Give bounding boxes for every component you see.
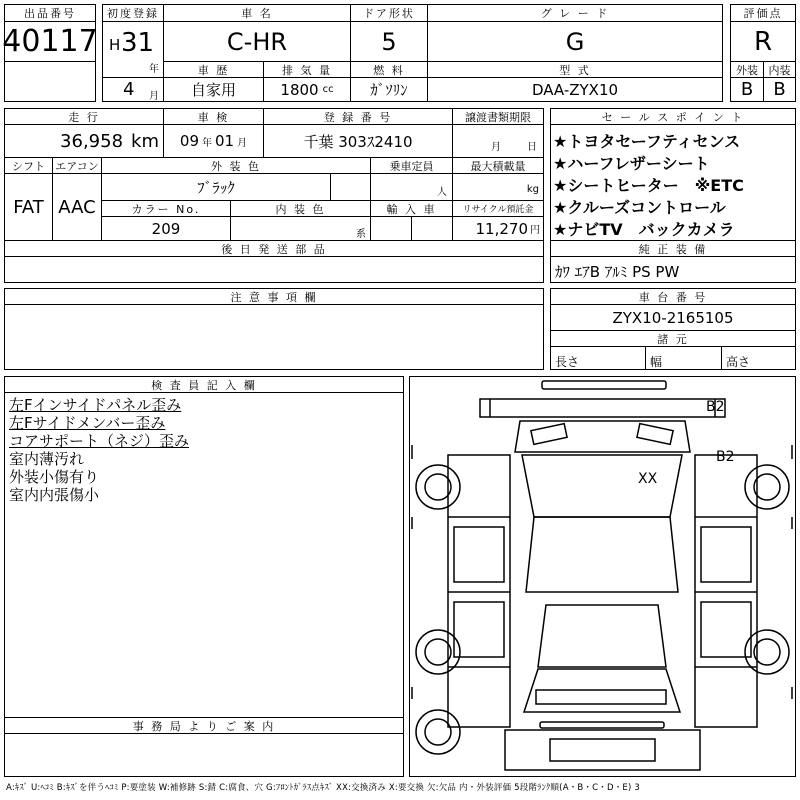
transfer: 月 日 — [452, 124, 544, 158]
inspector-note: 室内内張傷小 — [9, 486, 100, 504]
import-a — [370, 216, 412, 241]
inspection: 09 年 01 月 — [163, 124, 264, 158]
inspector-note: 左Fインサイドパネル歪み — [9, 396, 182, 414]
history-label: 車 歴 — [163, 61, 264, 78]
year-unit: 年 — [149, 64, 159, 75]
transfer-label: 譲渡書類期限 — [452, 108, 544, 125]
mileage: 36,958 km — [4, 124, 164, 158]
sales-point: ★ハーフレザーシート — [553, 154, 710, 173]
sales-point: ★シートヒーター ※ETC — [553, 176, 744, 195]
int-score-label: 内装 — [763, 61, 796, 78]
sales-point: ★ナビTV バックカメラ — [553, 220, 735, 239]
month: 4 — [123, 79, 135, 100]
inspector-notes — [4, 392, 404, 718]
inspector-note: 室内薄汚れ — [9, 450, 85, 468]
recycle: 11,270 円 — [452, 216, 544, 241]
genuine-label: 純 正 装 備 — [550, 240, 796, 257]
month-unit: 月 — [149, 91, 159, 102]
doors: 5 — [350, 21, 428, 62]
inspector-note: コアサポート（ネジ）歪み — [9, 432, 190, 450]
office-label: 事 務 局 よ り ご 案 内 — [4, 717, 404, 734]
load: kg — [452, 173, 544, 201]
car-diagram — [409, 376, 796, 777]
color-no: 209 — [101, 216, 231, 241]
dims-label: 諸 元 — [550, 330, 796, 347]
shift-label: シフト — [4, 157, 53, 174]
inspection-label: 車 検 — [163, 108, 264, 125]
damage-mark: B2 — [716, 449, 735, 465]
grade-label: グ レ ー ド — [427, 4, 723, 22]
car-diagram-svg — [410, 377, 795, 776]
notes-label: 注 意 事 項 欄 — [4, 288, 544, 305]
width: 幅 — [645, 346, 722, 370]
ac: AAC — [52, 173, 102, 241]
int-color-label: 内 装 色 — [230, 200, 371, 217]
km-unit: km — [131, 130, 159, 152]
first-reg-month — [102, 77, 164, 102]
recycle-label: リサイクル預託金 — [452, 200, 544, 217]
displacement: 1800 cc — [263, 77, 351, 102]
office-info — [4, 733, 404, 777]
int-score: B — [763, 77, 796, 102]
fuel-label: 燃 料 — [350, 61, 428, 78]
cc-unit: cc — [322, 84, 334, 95]
lot-blank — [4, 61, 96, 102]
legend: A:ｷｽﾞ U:ﾍｺﾐ B:ｷｽﾞを伴うﾍｺﾐ P:要塗装 W:補修跡 S:錆 C:腐食、穴 G:ﾌﾛﾝﾄｶﾞﾗｽ点ｷｽﾞ XX:交換済み X:要交換 欠:欠品 内・外装評価 5段階ﾗﾝｸ順(A・B・C・D・E) 3 — [6, 783, 641, 793]
model: DAA-ZYX10 — [427, 77, 723, 102]
displacement-label: 排 気 量 — [263, 61, 351, 78]
int-color: 系 — [230, 216, 371, 241]
mileage-label: 走 行 — [4, 108, 164, 125]
first-reg-year — [102, 21, 164, 78]
capacity: 人 — [370, 173, 453, 201]
ext-color: ﾌﾞﾗｯｸ — [101, 173, 331, 201]
shift: FAT — [4, 173, 53, 241]
height: 高さ — [721, 346, 796, 370]
ac-label: エアコン — [52, 157, 102, 174]
chassis-no: ZYX10-2165105 — [550, 304, 796, 331]
lot-no-label: 出品番号 — [4, 4, 96, 22]
damage-mark: B2 — [706, 399, 725, 415]
later-parts — [4, 256, 544, 283]
ext-color-sub — [330, 173, 371, 201]
genuine: ｶﾜ ｴｱB ｱﾙﾐ PS PW — [550, 256, 796, 283]
fuel: ｶﾞｿﾘﾝ — [350, 77, 428, 102]
reg-no-label: 登 録 番 号 — [263, 108, 453, 125]
inspector-note: 左Fサイドメンバー歪み — [9, 414, 166, 432]
ext-score: B — [730, 77, 764, 102]
length: 長さ — [550, 346, 646, 370]
sales-point: ★クルーズコントロール — [553, 198, 726, 217]
sales-points — [550, 124, 796, 241]
import-label: 輸 入 車 — [370, 200, 453, 217]
history: 自家用 — [163, 77, 264, 102]
ext-score-label: 外装 — [730, 61, 764, 78]
later-parts-label: 後 日 発 送 部 品 — [4, 240, 544, 257]
import-b — [411, 216, 453, 241]
car-name: C-HR — [163, 21, 351, 62]
inspector-label: 検 査 員 記 入 欄 — [4, 376, 404, 393]
score: R — [730, 21, 796, 62]
capacity-label: 乗車定員 — [370, 157, 453, 174]
load-label: 最大積載量 — [452, 157, 544, 174]
color-no-label: カラー No. — [101, 200, 231, 217]
first-reg-label: 初度登録 — [102, 4, 164, 22]
sales-point: ★トヨタセーフティセンス — [553, 132, 741, 151]
doors-label: ドア形状 — [350, 4, 428, 22]
era: H — [109, 36, 121, 54]
damage-mark: XX — [638, 471, 658, 487]
reg-no: 千葉 303ｽ2410 — [263, 124, 453, 158]
ext-color-label: 外 装 色 — [101, 157, 371, 174]
year: 31 — [121, 28, 155, 58]
model-label: 型 式 — [427, 61, 723, 78]
lot-no: 40117 — [4, 21, 96, 62]
inspector-note: 外装小傷有り — [9, 468, 100, 486]
notes — [4, 304, 544, 370]
car-name-label: 車 名 — [163, 4, 351, 22]
sales-points-label: セ ー ル ス ポ イ ン ト — [550, 108, 796, 125]
score-label: 評価点 — [730, 4, 796, 22]
grade: G — [427, 21, 723, 62]
chassis-label: 車 台 番 号 — [550, 288, 796, 305]
